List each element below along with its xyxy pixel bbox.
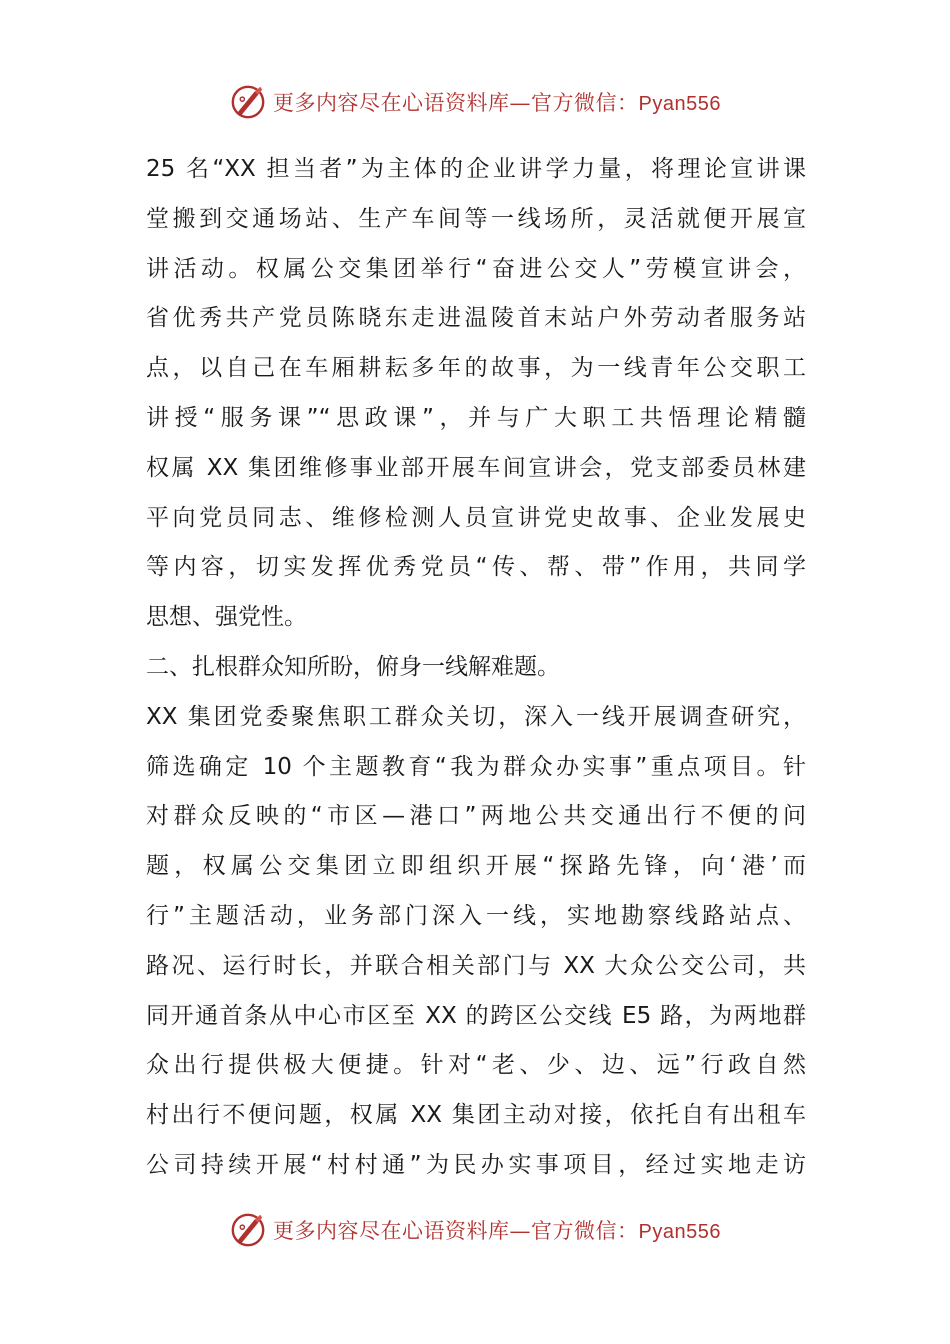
section-heading: 二、扎根群众知所盼，俯身一线解难题。 [146,653,560,680]
body-line: 讲授“服务课”“思政课”，并与广大职工共悟理论精髓 [146,404,806,431]
body-line: 等内容，切实发挥优秀党员“传、帮、带”作用，共同学 [146,554,806,581]
watermark-text: 更多内容尽在心语资料库—官方微信：Pyan556 [273,1219,721,1243]
body-line: 平向党员同志、维修检测人员宣讲党史故事、企业发展史 [146,504,806,531]
body-line: 25 名“XX 担当者”为主体的企业讲学力量，将理论宣讲课 [146,156,806,182]
body-line: 权属 XX 集团维修事业部开展车间宣讲会，党支部委员林建 [146,454,806,481]
document-body [146,145,806,1191]
body-line: 行”主题活动，业务部门深入一线，实地勘察线路站点、 [146,902,806,929]
pen-circle-logo-icon [229,1211,267,1249]
body-line: 点，以自己在车厢耕耘多年的故事，为一线青年公交职工 [146,355,806,382]
pen-circle-logo-icon [229,83,267,121]
body-line: 筛选确定 10 个主题教育“我为群众办实事”重点项目。针 [146,753,806,780]
body-line: 堂搬到交通场站、生产车间等一线场所，灵活就便开展宣 [146,205,806,232]
body-line: 讲活动。权属公交集团举行“奋进公交人”劳模宣讲会， [146,255,806,282]
watermark-text: 更多内容尽在心语资料库—官方微信：Pyan556 [273,91,721,115]
body-line: 题，权属公交集团立即组织开展“探路先锋，向‘港’而 [146,853,806,880]
body-line: 省优秀共产党员陈晓东走进温陵首末站户外劳动者服务站 [146,305,806,332]
body-line: 思想、强党性。 [146,604,307,631]
body-line: 村出行不便问题，权属 XX 集团主动对接，依托自有出租车 [146,1102,806,1129]
body-line: XX 集团党委聚焦职工群众关切，深入一线开展调查研究， [146,703,806,730]
body-line: 同开通首条从中心市区至 XX 的跨区公交线 E5 路，为两地群 [146,1002,806,1029]
body-line: 公司持续开展“村村通”为民办实事项目，经过实地走访 [146,1151,806,1178]
body-line: 对群众反映的“市区—港口”两地公共交通出行不便的问 [146,803,806,830]
watermark-banner-top [0,82,950,122]
body-line: 众出行提供极大便捷。针对“老、少、边、远”行政自然 [146,1052,806,1079]
watermark-banner-bottom [0,1210,950,1250]
body-line: 路况、运行时长，并联合相关部门与 XX 大众公交公司，共 [146,952,806,979]
